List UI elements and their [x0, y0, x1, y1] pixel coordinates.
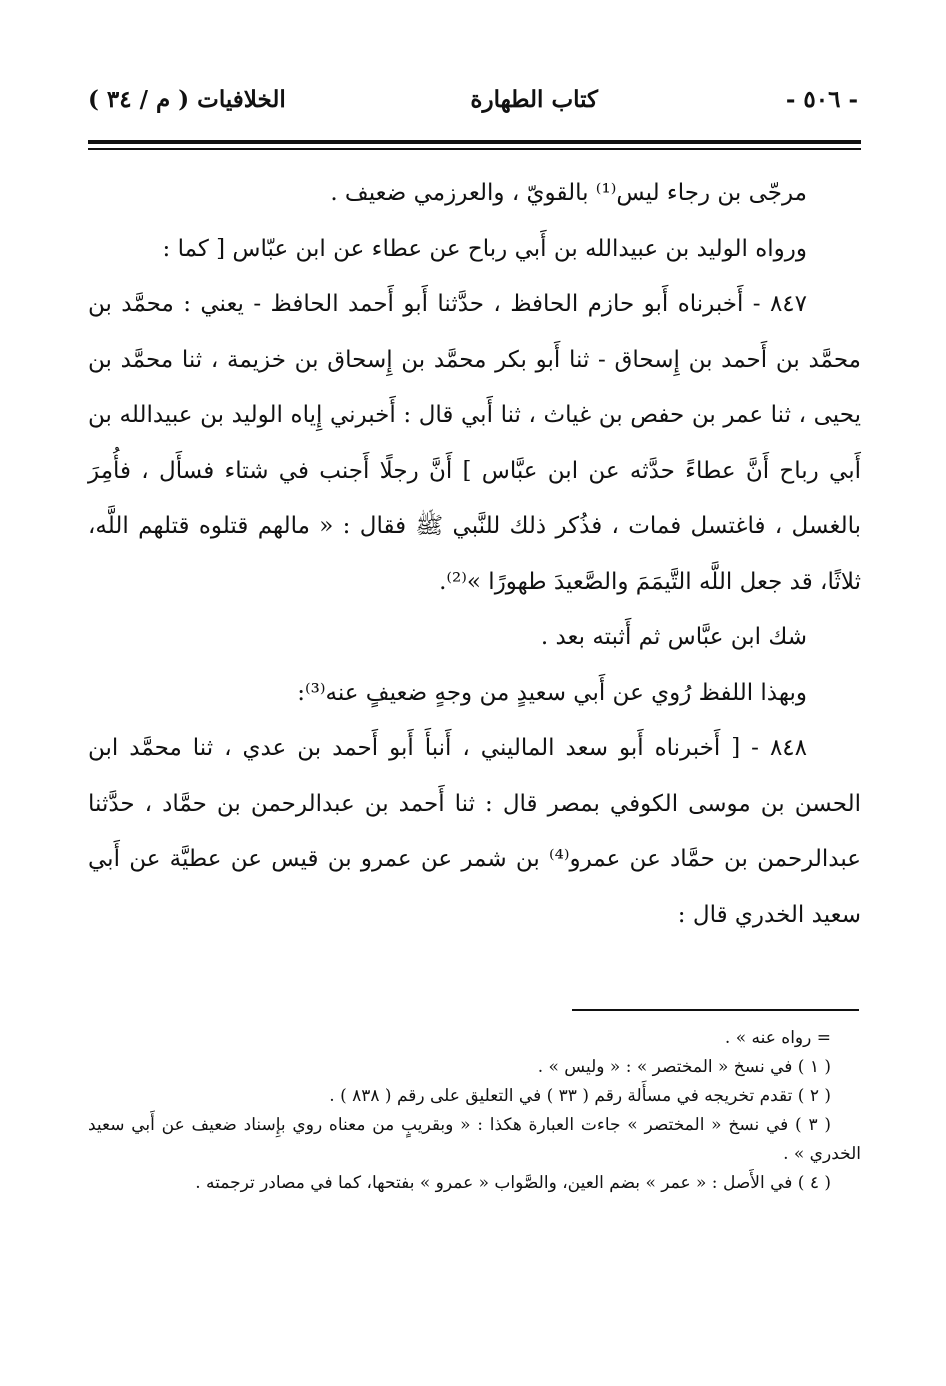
main-text [88, 166, 861, 943]
paragraph: مرجّى بن رجاء ليس⁽¹⁾ بالقويّ ، والعرزمي ضعيف . [330, 180, 807, 206]
part-title: الخلافيات ( م / ٣٤ ) [88, 86, 286, 113]
page-header [88, 82, 858, 126]
paragraph-hadith-848: ٨٤٨ - [ أَخبرناه أَبو سعد الماليني ، أَنبأَ أَبو أَحمد بن عدي ، ثنا محمَّد ابن الحسن بن موسى الكوفي بمصر قال : ثنا أَحمد بن عبدالرحمن بن حمَّاد ، حدَّثنا عبدالرحمن بن حمَّاد عن عمرو⁽⁴⁾ بن شمر عن عمرو بن قيس عن عطيَّة عن أَبي سعيد الخدري قال : [88, 735, 861, 928]
paragraph: شك ابن عبَّاس ثم أَثبته بعد . [540, 624, 807, 650]
footnote-4: ( ٤ ) في الأَصل : « عمر » بضم العين، والصَّواب « عمرو » بفتحها، كما في مصادر ترجمته . [195, 1173, 831, 1193]
header-rule-thick [88, 140, 861, 144]
footnote-continuation: = رواه عنه » . [724, 1028, 831, 1048]
page-number: - ٥٠٦ - [785, 86, 858, 113]
paragraph: ورواه الوليد بن عبيدالله بن أَبي رباح عن عطاء عن ابن عبّاس [ كما : [162, 235, 807, 262]
header-rule-thin [88, 148, 861, 150]
paragraph: وبهذا اللفظ رُوي عن أَبي سعيدٍ من وجهٍ ضعيفٍ عنه⁽³⁾: [297, 679, 807, 706]
book-title: كتاب الطهارة [470, 86, 598, 113]
paragraph-hadith-847: ٨٤٧ - أَخبرناه أَبو حازم الحافظ ، حدَّثنا أَبو أَحمد الحافظ - يعني : محمَّد بن محمَّد بن أَحمد بن إِسحاق - ثنا أَبو بكر محمَّد بن إِسحاق بن خزيمة ، ثنا محمَّد بن يحيى ، ثنا عمر بن حفص بن غياث ، ثنا أَبي قال : أَخبرني إِياه الوليد بن عبيدالله بن أَبي رباح أَنَّ عطاءً حدَّثه عن ابن عبَّاس ] أَنَّ رجلًا أَجنب في شتاء فسأَل ، فأُمِرَ بالغسل ، فاغتسل فمات ، فذُكر ذلك للنَّبي ﷺ فقال : « مالهم قتلوه قتلهم اللَّه، ثلاثًا، قد جعل اللَّه التَّيمَمَ والصَّعيدَ طهورًا »⁽²⁾. [88, 291, 861, 595]
footnote-1: ( ١ ) في نسخ « المختصر » : « وليس » . [537, 1057, 831, 1077]
footnotes [88, 1024, 861, 1198]
footnote-2: ( ٢ ) تقدم تخريجه في مسأَلة رقم ( ٣٣ ) في التعليق على رقم ( ٨٣٨ ) . [329, 1086, 831, 1106]
footnote-3: ( ٣ ) في نسخ « المختصر » جاءت العبارة هكذا : « وبقريبٍ من معناه روي بإِسناد ضعيف عن أَبي سعيد الخدري » . [88, 1115, 861, 1164]
footnote-separator [572, 1009, 859, 1011]
